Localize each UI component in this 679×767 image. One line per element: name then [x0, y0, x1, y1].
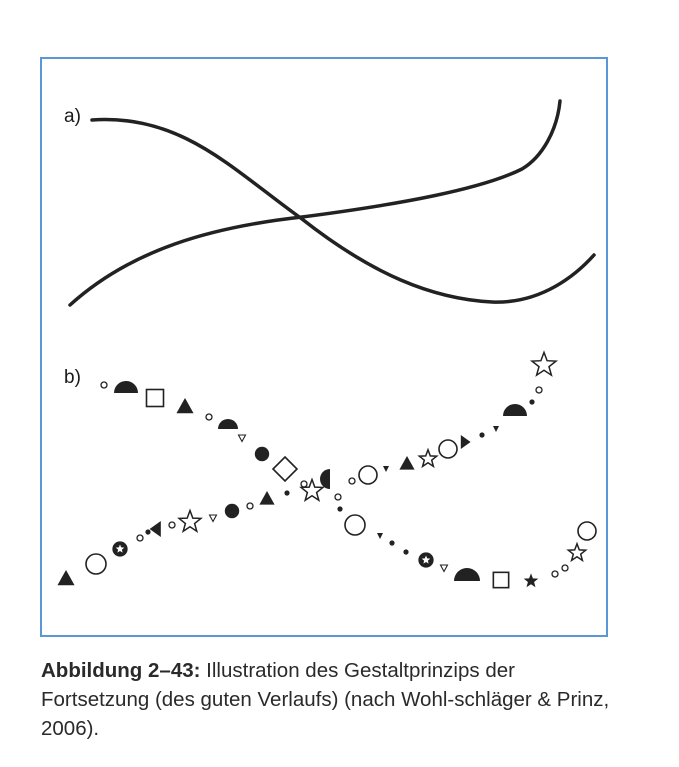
small-dot-icon: [389, 540, 394, 545]
filled-triangle-icon: [259, 491, 274, 505]
small-triangle-icon: [493, 426, 499, 432]
half-disc-icon: [320, 469, 330, 489]
figure-illustration: [42, 59, 610, 639]
open-circle-icon: [345, 515, 365, 535]
figure-caption: [41, 656, 611, 743]
small-dot-icon: [403, 549, 408, 554]
open-square-icon: [493, 572, 508, 587]
small-circle-icon: [301, 481, 307, 487]
open-circle-icon: [439, 440, 457, 458]
curve-a-ascending: [70, 101, 560, 305]
open-star-icon: [419, 450, 436, 467]
small-dot-icon: [479, 432, 484, 437]
open-diamond-icon: [273, 457, 297, 481]
small-circle-icon: [552, 571, 558, 577]
filled-triangle-icon: [461, 435, 471, 449]
filled-triangle-icon: [399, 456, 414, 470]
half-circle-icon: [454, 568, 480, 581]
half-circle-icon: [218, 419, 238, 429]
panel-b-label: b): [64, 367, 81, 388]
small-triangle-icon: [377, 533, 383, 539]
small-circle-icon: [206, 414, 212, 420]
small-triangle-icon: [383, 466, 389, 472]
panel-b-symbols: [57, 352, 596, 587]
small-dot-icon: [529, 399, 534, 404]
filled-star-icon: [524, 573, 539, 587]
small-dot-icon: [145, 529, 150, 534]
small-circle-icon: [137, 535, 143, 541]
panel-a-label: a): [64, 106, 81, 127]
filled-triangle-icon: [150, 521, 161, 537]
filled-triangle-icon: [57, 570, 74, 585]
filled-triangle-icon: [176, 398, 193, 413]
small-circle-icon: [349, 478, 355, 484]
small-triangle-icon: [441, 565, 448, 572]
small-triangle-icon: [239, 435, 246, 442]
small-circle-icon: [247, 503, 253, 509]
filled-circle-icon: [255, 447, 269, 461]
open-circle-icon: [359, 466, 377, 484]
small-circle-icon: [169, 522, 175, 528]
open-star-icon: [301, 480, 323, 501]
caption-label: Abbildung 2–43:: [41, 659, 201, 682]
open-star-icon: [568, 544, 585, 561]
half-circle-icon: [114, 381, 138, 393]
filled-circle-icon: [225, 504, 239, 518]
small-circle-icon: [536, 387, 542, 393]
small-dot-icon: [337, 506, 342, 511]
open-square-icon: [147, 390, 164, 407]
caption-text: Illustration des Gestaltprinzips der Fortsetzung (des guten Verlaufs) (nach Wohl-schläger & Prinz, 2006).: [41, 659, 610, 740]
small-triangle-icon: [210, 515, 217, 522]
open-circle-icon: [578, 522, 596, 540]
figure-frame: [40, 57, 608, 637]
half-circle-icon: [503, 404, 527, 416]
small-circle-icon: [101, 382, 107, 388]
open-star-icon: [179, 511, 201, 532]
small-circle-icon: [562, 565, 568, 571]
open-star-icon: [532, 352, 556, 375]
small-circle-icon: [335, 494, 341, 500]
open-circle-icon: [86, 554, 106, 574]
small-dot-icon: [284, 490, 289, 495]
